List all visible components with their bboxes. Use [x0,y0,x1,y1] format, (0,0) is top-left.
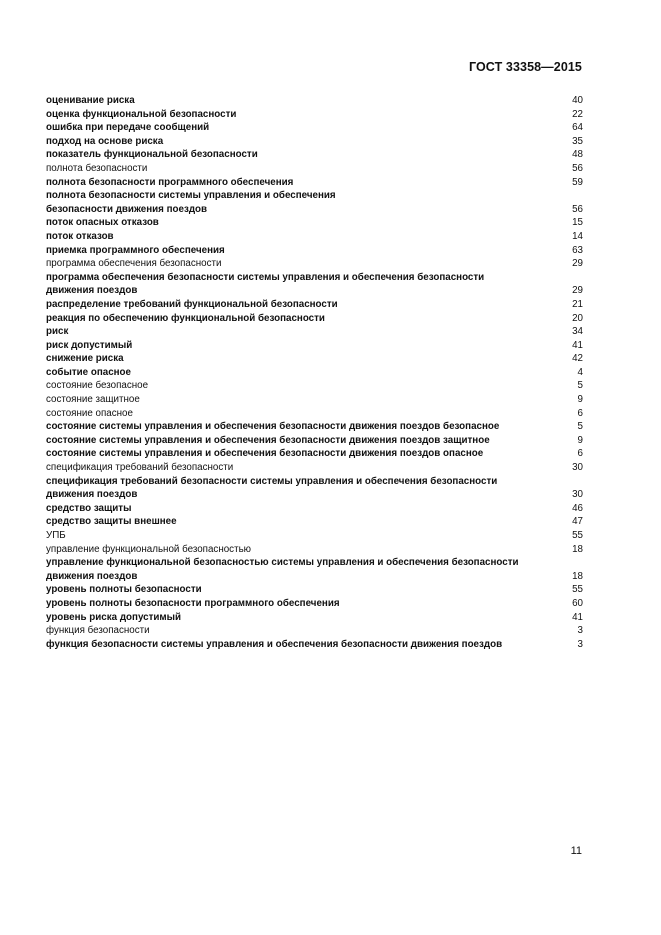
index-page-number: 55 [572,584,583,596]
index-term: снижение риска [46,353,124,365]
index-entry [46,244,583,258]
index-entry [46,121,583,135]
index-page-number: 18 [572,570,583,582]
index-entry [46,216,583,230]
index-page-number: 29 [572,285,583,297]
index-term: движения поездов [46,285,138,297]
index-entry [46,420,583,434]
index-entry [46,447,583,461]
index-term: реакция по обеспечению функциональной безопасности [46,312,325,324]
index-term: риск допустимый [46,339,133,351]
index-entry [46,148,583,162]
index-page-number: 5 [577,421,583,433]
index-term: средство защиты [46,502,132,514]
index-entry [46,475,583,502]
index-term: состояние системы управления и обеспечения безопасности движения поездов опасное [46,448,484,460]
index-term: движения поездов [46,489,138,501]
index-term: программа обеспечения безопасности системы управления и обеспечения безопасности [46,271,485,283]
index-entry [46,108,583,122]
index-page-number: 29 [572,258,583,270]
index-term: спецификация требований безопасности системы управления и обеспечения безопасности [46,475,498,487]
index-entry [46,515,583,529]
index-entry [46,94,583,108]
index-entry [46,257,583,271]
index-entry [46,339,583,353]
index-entry [46,189,583,216]
index-page-number: 15 [572,217,583,229]
index-term: приемка программного обеспечения [46,244,225,256]
index-entry [46,543,583,557]
index-entry [46,325,583,339]
index-page-number: 30 [572,462,583,474]
index-term: поток отказов [46,230,114,242]
index-entry [46,556,583,583]
index-page-number: 21 [572,298,583,310]
index-page-number: 46 [572,502,583,514]
index-entry [46,638,583,652]
index-page-number: 41 [572,339,583,351]
index-page-number: 30 [572,489,583,501]
index-entry [46,366,583,380]
index-term: риск [46,326,69,338]
index-entry [46,312,583,326]
index-term: программа обеспечения безопасности [46,258,222,270]
index-page-number: 18 [572,543,583,555]
index-term: полнота безопасности программного обеспечения [46,176,294,188]
index-entry [46,624,583,638]
index-page-number: 56 [572,162,583,174]
index-term: спецификация требований безопасности [46,462,234,474]
index-entry [46,162,583,176]
index-term: оценка функциональной безопасности [46,108,237,120]
index-term: состояние опасное [46,407,133,419]
index-entry [46,230,583,244]
index-term: распределение требований функциональной безопасности [46,298,338,310]
index-entry [46,393,583,407]
index-page-number: 22 [572,108,583,120]
index-page-number: 20 [572,312,583,324]
index-page-number: 5 [577,380,583,392]
index-page-number: 6 [577,407,583,419]
index-term: ошибка при передаче сообщений [46,122,210,134]
index-term: полнота безопасности системы управления и обеспечения [46,190,336,202]
index-term: событие опасное [46,366,131,378]
index-entry [46,583,583,597]
page-number: 11 [570,845,582,857]
index-entry [46,502,583,516]
index-entry [46,135,583,149]
index-page-number: 41 [572,611,583,623]
index-term: показатель функциональной безопасности [46,149,258,161]
index-entry [46,611,583,625]
index-term: управление функциональной безопасностью [46,543,252,555]
index-term: средство защиты внешнее [46,516,177,528]
index-page-number: 4 [577,366,583,378]
index-term: управление функциональной безопасностью системы управления и обеспечения безопасности [46,557,519,569]
index-term: уровень полноты безопасности программного обеспечения [46,597,340,609]
index-entry [46,529,583,543]
index-page-number: 55 [572,530,583,541]
index-term: состояние защитное [46,394,140,406]
index-page-number: 14 [572,230,583,242]
index-entry [46,434,583,448]
index-page-number: 9 [577,434,583,446]
index-term: полнота безопасности [46,162,148,174]
index-page-number: 64 [572,122,583,134]
index-entry [46,461,583,475]
index-term: уровень полноты безопасности [46,584,202,596]
index-page-number: 56 [572,203,583,215]
index-page-number: 47 [572,516,583,528]
index-page-number: 35 [572,135,583,147]
index-term: движения поездов [46,570,138,582]
index-entry [46,407,583,421]
index-term: состояние безопасное [46,380,149,392]
index-entry [46,176,583,190]
index-term: функция безопасности [46,625,150,637]
index-entry [46,597,583,611]
index-page-number: 60 [572,597,583,609]
index-term: состояние системы управления и обеспечения безопасности движения поездов безопасное [46,421,500,433]
index-page-number: 3 [577,638,583,650]
index-entry [46,352,583,366]
index-term: функция безопасности системы управления и обеспечения безопасности движения поездов [46,638,503,650]
index-page-number: 6 [577,448,583,460]
index-term: оценивание риска [46,95,135,106]
index-page-number: 34 [572,326,583,338]
index-entry [46,271,583,298]
index-term: состояние системы управления и обеспечения безопасности движения поездов защитное [46,434,490,446]
index-entry [46,379,583,393]
index-term: поток опасных отказов [46,217,159,229]
index-page-number: 42 [572,353,583,365]
index-term: уровень риска допустимый [46,611,182,623]
index-page-number: 48 [572,149,583,161]
index-term: УПБ [46,530,66,541]
index-entry [46,298,583,312]
index-page-number: 59 [572,176,583,188]
index-page-number: 9 [577,394,583,406]
index-page-number: 40 [572,95,583,106]
index-page-number: 63 [572,244,583,256]
subject-index [46,94,583,651]
index-page-number: 3 [577,625,583,637]
standard-designation: ГОСТ 33358—2015 [468,60,582,74]
index-term: безопасности движения поездов [46,203,208,215]
index-term: подход на основе риска [46,135,164,147]
